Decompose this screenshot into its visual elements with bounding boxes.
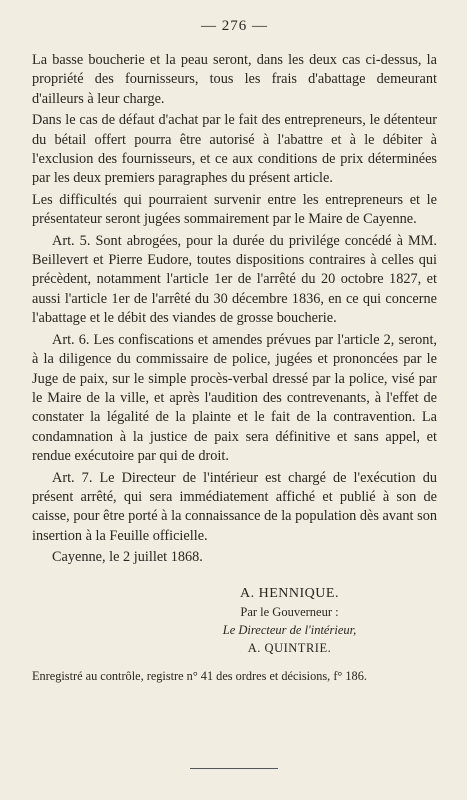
date-line: Cayenne, le 2 juillet 1868. [52, 549, 203, 566]
closing-rule [190, 768, 278, 769]
signature-block [142, 586, 437, 656]
registration-note: Enregistré au contrôle, registre n° 41 des ordres et décisions, f° 186. [32, 668, 367, 683]
paragraph-basse-boucherie: La basse boucherie et la peau seront, dans les deux cas ci-dessus, la propriété des fournisseurs, tous les frais d'abattage demeurant d'ailleurs à leur charge. [32, 52, 437, 107]
governor-name: A. HENNIQUE. [240, 585, 339, 601]
director-name: A. QUINTRIE. [247, 640, 332, 655]
article-5: Art. 5. Sont abrogées, pour la durée du privilége concédé à MM. Beillevert et Pierre Eudore, toutes dispositions contraires à celles qui précèdent, notamment l'article 1er de l'arrêté du 20 octobre 1827, et aussi l'article 1er de l'arrêté du 30 décembre 1836, en ce qui concerne l'abattage et le débit des viandes de grosse boucherie. [32, 232, 437, 327]
director-role: Le Directeur de l'intérieur, [222, 622, 357, 637]
by-governor-line: Par le Gouverneur : [240, 604, 339, 619]
paragraph-difficultes: Les difficultés qui pourraient survenir entre les entrepreneurs et le présentateur seront jugées sommairement par le Maire de Cayenne. [32, 191, 437, 228]
article-6: Art. 6. Les confiscations et amendes prévues par l'article 2, seront, à la diligence du commissaire de police, jugées et prononcées par le Juge de paix, sur le simple procès-verbal dressé par la police, visé par le Maire de la ville, et après l'audition des contrevenants, à l'effet de constater la légalité de la plainte et le fait de la contravention. La condamnation à la justice de paix sera définitive et sans appel, et rendue exécutoire par qui de droit. [32, 331, 437, 465]
paragraph-defaut-achat: Dans le cas de défaut d'achat par le fait des entrepreneurs, le détenteur du bétail offert pourra être autorisé à l'abattre et à le débiter à l'exclusion des fournisseurs, et ce aux conditions de prix déterminées par les deux premiers paragraphes du présent article. [32, 112, 437, 187]
article-7: Art. 7. Le Directeur de l'intérieur est chargé de l'exécution du présent arrêté, qui sera immédiatement affiché et publié à son de caisse, pour être porté à la connaissance de la population dès avant son insertion à la Feuille officielle. [32, 469, 437, 544]
page-number: — 276 — [201, 18, 268, 34]
